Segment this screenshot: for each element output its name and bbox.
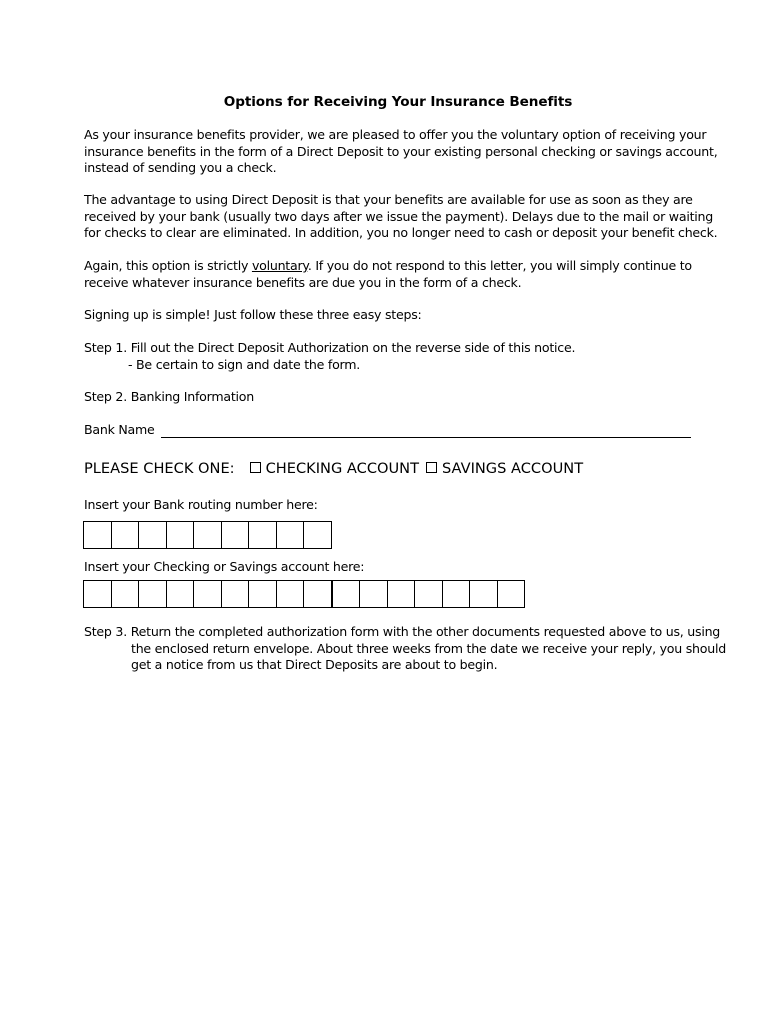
routing-digit-box[interactable] <box>112 522 140 548</box>
signup-text: Signing up is simple! Just follow these three easy steps: <box>84 307 422 322</box>
step1 <box>84 340 575 373</box>
step3-line2: the enclosed return envelope. About three weeks from the date we receive your reply, you should <box>131 640 726 656</box>
routing-digit-box[interactable] <box>194 522 222 548</box>
advantage-line: received by your bank (usually two days after we issue the payment). Delays due to the mail or waiting <box>84 208 713 224</box>
step3-line1: Step 3. Return the completed authorization form with the other documents requested above to us, using <box>84 624 721 639</box>
step2: Step 2. Banking Information <box>84 389 254 404</box>
account-digit-box[interactable] <box>304 581 333 607</box>
account-digit-box[interactable] <box>470 581 498 607</box>
account-digit-box[interactable] <box>167 581 195 607</box>
check-one-row <box>84 460 583 477</box>
bank-name-field[interactable] <box>161 437 691 438</box>
checking-checkbox[interactable] <box>250 462 261 473</box>
routing-number-grid <box>83 521 332 549</box>
account-digit-box[interactable] <box>360 581 388 607</box>
document-title: Options for Receiving Your Insurance Benefits <box>223 94 573 110</box>
intro-paragraph <box>84 127 717 177</box>
step3 <box>84 624 726 674</box>
savings-checkbox[interactable] <box>426 462 437 473</box>
account-digit-box[interactable] <box>415 581 443 607</box>
account-digit-box[interactable] <box>333 581 361 607</box>
step1-line2: - Be certain to sign and date the form. <box>128 356 360 372</box>
routing-digit-box[interactable] <box>222 522 250 548</box>
routing-digit-box[interactable] <box>249 522 277 548</box>
intro-line: As your insurance benefits provider, we are pleased to offer you the voluntary option of receiving your <box>84 127 707 142</box>
voluntary-paragraph <box>84 258 692 291</box>
account-digit-box[interactable] <box>222 581 250 607</box>
step3-line3: get a notice from us that Direct Deposits are about to begin. <box>131 657 498 672</box>
advantage-paragraph <box>84 192 717 242</box>
advantage-line: The advantage to using Direct Deposit is that your benefits are available for use as soon as they are <box>84 192 693 207</box>
account-digit-box[interactable] <box>277 581 305 607</box>
check-one-label: PLEASE CHECK ONE: <box>84 460 235 477</box>
account-digit-box[interactable] <box>139 581 167 607</box>
checking-label: CHECKING ACCOUNT <box>265 460 420 477</box>
routing-digit-box[interactable] <box>139 522 167 548</box>
routing-digit-box[interactable] <box>84 522 112 548</box>
bank-name-label: Bank Name <box>84 422 155 437</box>
routing-digit-box[interactable] <box>304 522 332 548</box>
account-number-grid <box>83 580 525 608</box>
account-label: Insert your Checking or Savings account here: <box>84 559 365 574</box>
voluntary-prefix: Again, this option is strictly <box>84 258 252 273</box>
voluntary-suffix: . If you do not respond to this letter, you will simply continue to <box>307 258 692 273</box>
account-digit-box[interactable] <box>388 581 416 607</box>
voluntary-line <box>84 258 692 275</box>
voluntary-line-2: receive whatever insurance benefits are due you in the form of a check. <box>84 274 522 290</box>
voluntary-emphasis: voluntary <box>251 258 308 273</box>
step1-line1: Step 1. Fill out the Direct Deposit Authorization on the reverse side of this notice. <box>84 340 576 355</box>
account-digit-box[interactable] <box>194 581 222 607</box>
account-digit-box[interactable] <box>443 581 471 607</box>
account-digit-box[interactable] <box>84 581 112 607</box>
savings-label: SAVINGS ACCOUNT <box>442 460 584 477</box>
routing-digit-box[interactable] <box>167 522 195 548</box>
intro-line: insurance benefits in the form of a Direct Deposit to your existing personal checking or savings account, <box>84 143 718 159</box>
intro-line: instead of sending you a check. <box>84 160 277 175</box>
routing-digit-box[interactable] <box>277 522 305 548</box>
account-digit-box[interactable] <box>249 581 277 607</box>
account-digit-box[interactable] <box>498 581 526 607</box>
account-digit-box[interactable] <box>112 581 140 607</box>
routing-label: Insert your Bank routing number here: <box>84 497 318 512</box>
advantage-line: for checks to clear are eliminated. In addition, you no longer need to cash or deposit your benefit check. <box>84 225 718 240</box>
